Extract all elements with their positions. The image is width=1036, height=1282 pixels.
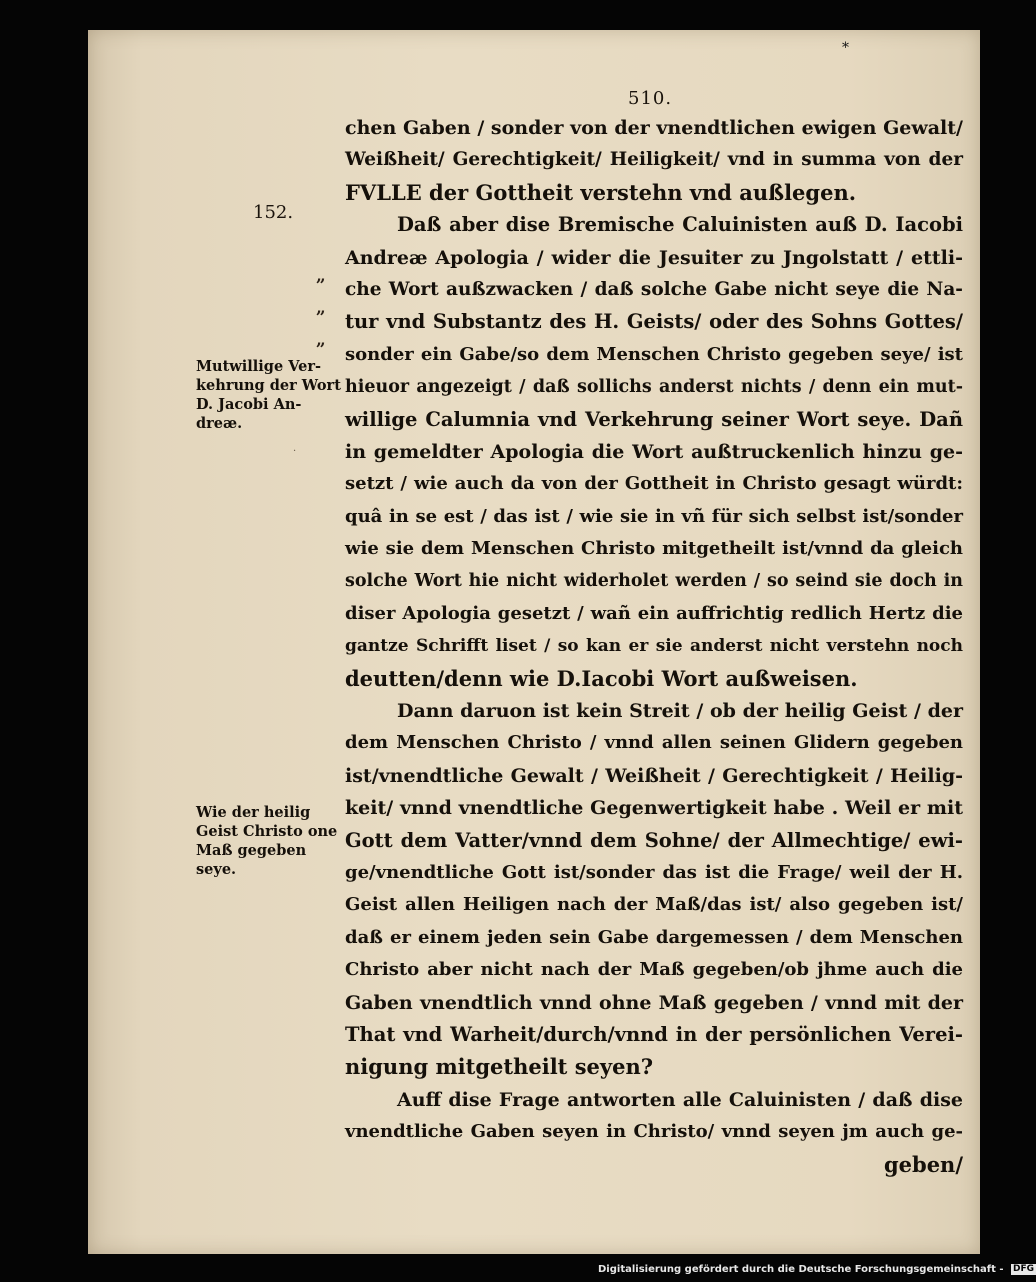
text-line: Gaben vnendtlich vnnd ohne Maß gegeben / vnnd mit der <box>345 991 963 1014</box>
text-line: chen Gaben / sonder von der vnendtlichen ewigen Gewalt/ <box>345 117 963 139</box>
text-line: wie sie dem Menschen Christo mitgetheilt ist/vnnd da gleich <box>345 538 963 560</box>
text-line: gantze Schrifft liset / so kan er sie anderst nicht verstehn noch <box>345 636 963 657</box>
text-line: che Wort außzwacken / daß solche Gabe nicht seye die Na- <box>345 278 963 300</box>
gloss-line: kehrung der Wort <box>196 377 341 394</box>
digitization-footer <box>598 1264 1036 1275</box>
text-line: Dann daruon ist kein Streit / ob der heilig Geist / der <box>397 700 963 723</box>
corner-mark: * <box>842 40 849 56</box>
text-line: That vnd Warheit/durch/vnnd in der persönlichen Verei- <box>345 1022 963 1046</box>
text-line: ge/vnendtliche Gott ist/sonder das ist die Frage/ weil der H. <box>345 861 963 883</box>
text-line: Andreæ Apologia / wider die Jesuiter zu Jngolstatt / ettli- <box>345 246 963 269</box>
text-line: Daß aber dise Bremische Caluinisten auß D. Iacobi <box>397 213 963 237</box>
text-line: willige Calumnia vnd Verkehrung seiner Wort seye. Dañ <box>345 407 963 431</box>
quote-mark: „ <box>316 298 326 318</box>
text-line: hieuor angezeigt / daß sollichs anderst nichts / denn ein mut- <box>345 377 963 398</box>
text-line: Weißheit/ Gerechtigkeit/ Heiligkeit/ vnd in summa von der <box>345 149 963 171</box>
section-marker: 152. <box>253 202 294 223</box>
text-line: quâ in se est / das ist / wie sie in vñ für sich selbst ist/sonder <box>345 505 963 527</box>
text-line: sonder ein Gabe/so dem Menschen Christo gegeben seye/ ist <box>345 343 963 365</box>
text-line: tur vnd Substantz des H. Geists/ oder des Sohns Gottes/ <box>345 310 963 334</box>
gloss-line: Wie der heilig <box>196 804 311 821</box>
dfg-logo: DFG <box>1013 1264 1035 1274</box>
margin-gloss-heilig-geist <box>196 803 346 879</box>
text-line: deutten/denn wie D.Iacobi Wort außweisen. <box>345 665 858 691</box>
text-line: vnendtliche Gaben seyen in Christo/ vnnd seyen jm auch ge- <box>345 1121 963 1143</box>
quote-mark: „ <box>316 266 326 286</box>
gloss-line: Mutwillige Ver- <box>196 358 322 375</box>
gloss-line: D. Jacobi An- <box>196 396 302 413</box>
text-line: FVLLE der Gottheit verstehn vnd außlegen. <box>345 179 857 205</box>
quote-mark: „ <box>316 330 326 350</box>
footer-text: Digitalisierung gefördert durch die Deutsche Forschungsgemeinschaft - <box>598 1264 1004 1275</box>
text-line: Geist allen Heiligen nach der Maß/das ist/ also gegeben ist/ <box>345 894 963 916</box>
ink-speck: · <box>293 446 297 457</box>
gloss-line: Maß gegeben <box>196 842 307 859</box>
text-line: diser Apologia gesetzt / wañ ein auffrichtig redlich Hertz die <box>345 602 963 624</box>
catchword: geben/ <box>883 1151 963 1177</box>
text-line: daß er einem jeden sein Gabe dargemessen / dem Menschen <box>345 926 963 948</box>
text-line: setzt / wie auch da von der Gottheit in Christo gesagt würdt: <box>345 473 963 495</box>
margin-gloss-mutwillige <box>196 357 346 433</box>
text-line: in gemeldter Apologia die Wort außtruckenlich hinzu ge- <box>345 440 963 463</box>
text-line: keit/ vnnd vnendtliche Gegenwertigkeit habe . Weil er mit <box>345 797 963 820</box>
text-line: Christo aber nicht nach der Maß gegeben/ob jhme auch die <box>345 959 963 981</box>
text-line: solche Wort hie nicht widerholet werden / so seind sie doch in <box>345 571 963 592</box>
text-line: dem Menschen Christo / vnnd allen seinen Glidern gegeben <box>345 732 963 754</box>
text-line: Auff dise Frage antworten alle Caluinisten / daß dise <box>397 1088 963 1111</box>
body-text <box>345 112 963 1181</box>
text-line: nigung mitgetheilt seyen? <box>345 1054 654 1080</box>
text-line: ist/vnendtliche Gewalt / Weißheit / Gerechtigkeit / Heilig- <box>345 764 963 787</box>
text-line: Gott dem Vatter/vnnd dem Sohne/ der Allmechtige/ ewi- <box>345 828 963 852</box>
gloss-line: Geist Christo one <box>196 823 338 840</box>
gloss-line: dreæ. <box>196 415 243 432</box>
page-number: 510. <box>628 88 673 109</box>
gloss-line: seye. <box>196 861 237 878</box>
